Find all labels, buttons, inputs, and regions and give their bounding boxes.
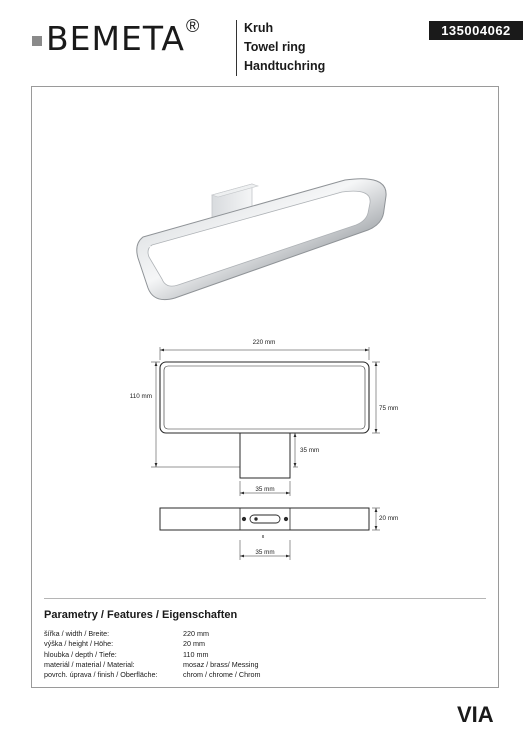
param-value: 110 mm: [183, 649, 209, 659]
params-row: [44, 639, 260, 649]
param-value: mosaz / brass/ Messing: [183, 659, 259, 669]
param-label: povrch. úprava / finish / Oberfläche:: [44, 670, 158, 680]
product-name-en: Towel ring: [244, 40, 306, 54]
param-label: materiál / material / Material:: [44, 659, 135, 669]
product-illustration: [137, 179, 386, 300]
params-title: Parametry / Features / Eigenschaften: [44, 609, 238, 621]
front-view: [151, 347, 380, 496]
param-label: hloubka / depth / Tiefe:: [44, 649, 117, 659]
param-label: šířka / width / Breite:: [44, 629, 110, 638]
product-name-de: Handtuchring: [244, 59, 326, 73]
params-row: [44, 660, 260, 670]
param-value: chrom / chrome / Chrom: [183, 670, 261, 680]
params-separator: [44, 598, 486, 599]
ring-height-dimension-label: 75 mm: [379, 405, 399, 412]
params-row: [44, 629, 260, 639]
product-name-cz: Kruh: [244, 21, 274, 35]
stem-width-dimension-label: 35 mm: [255, 486, 275, 493]
series-name: VIA: [457, 702, 494, 727]
brand-name: BEMETA: [46, 18, 185, 58]
depth-dimension-label: 20 mm: [379, 515, 399, 522]
stem-length-dimension-label: 35 mm: [300, 447, 320, 454]
params-row: [44, 650, 260, 660]
param-value: 20 mm: [183, 639, 205, 649]
param-label: výška / height / Höhe:: [44, 639, 114, 649]
bottom-width-dimension-label: 35 mm: [255, 549, 275, 556]
height-dimension-label: 110 mm: [129, 393, 152, 400]
params-row: [44, 670, 260, 680]
registered-mark: ®: [185, 15, 200, 36]
params-table: [44, 629, 260, 680]
param-value: 220 mm: [183, 629, 209, 638]
width-dimension-label: 220 mm: [252, 339, 276, 346]
product-code-badge: 135004062: [429, 21, 523, 40]
small-dimension-label: 8: [261, 534, 265, 539]
